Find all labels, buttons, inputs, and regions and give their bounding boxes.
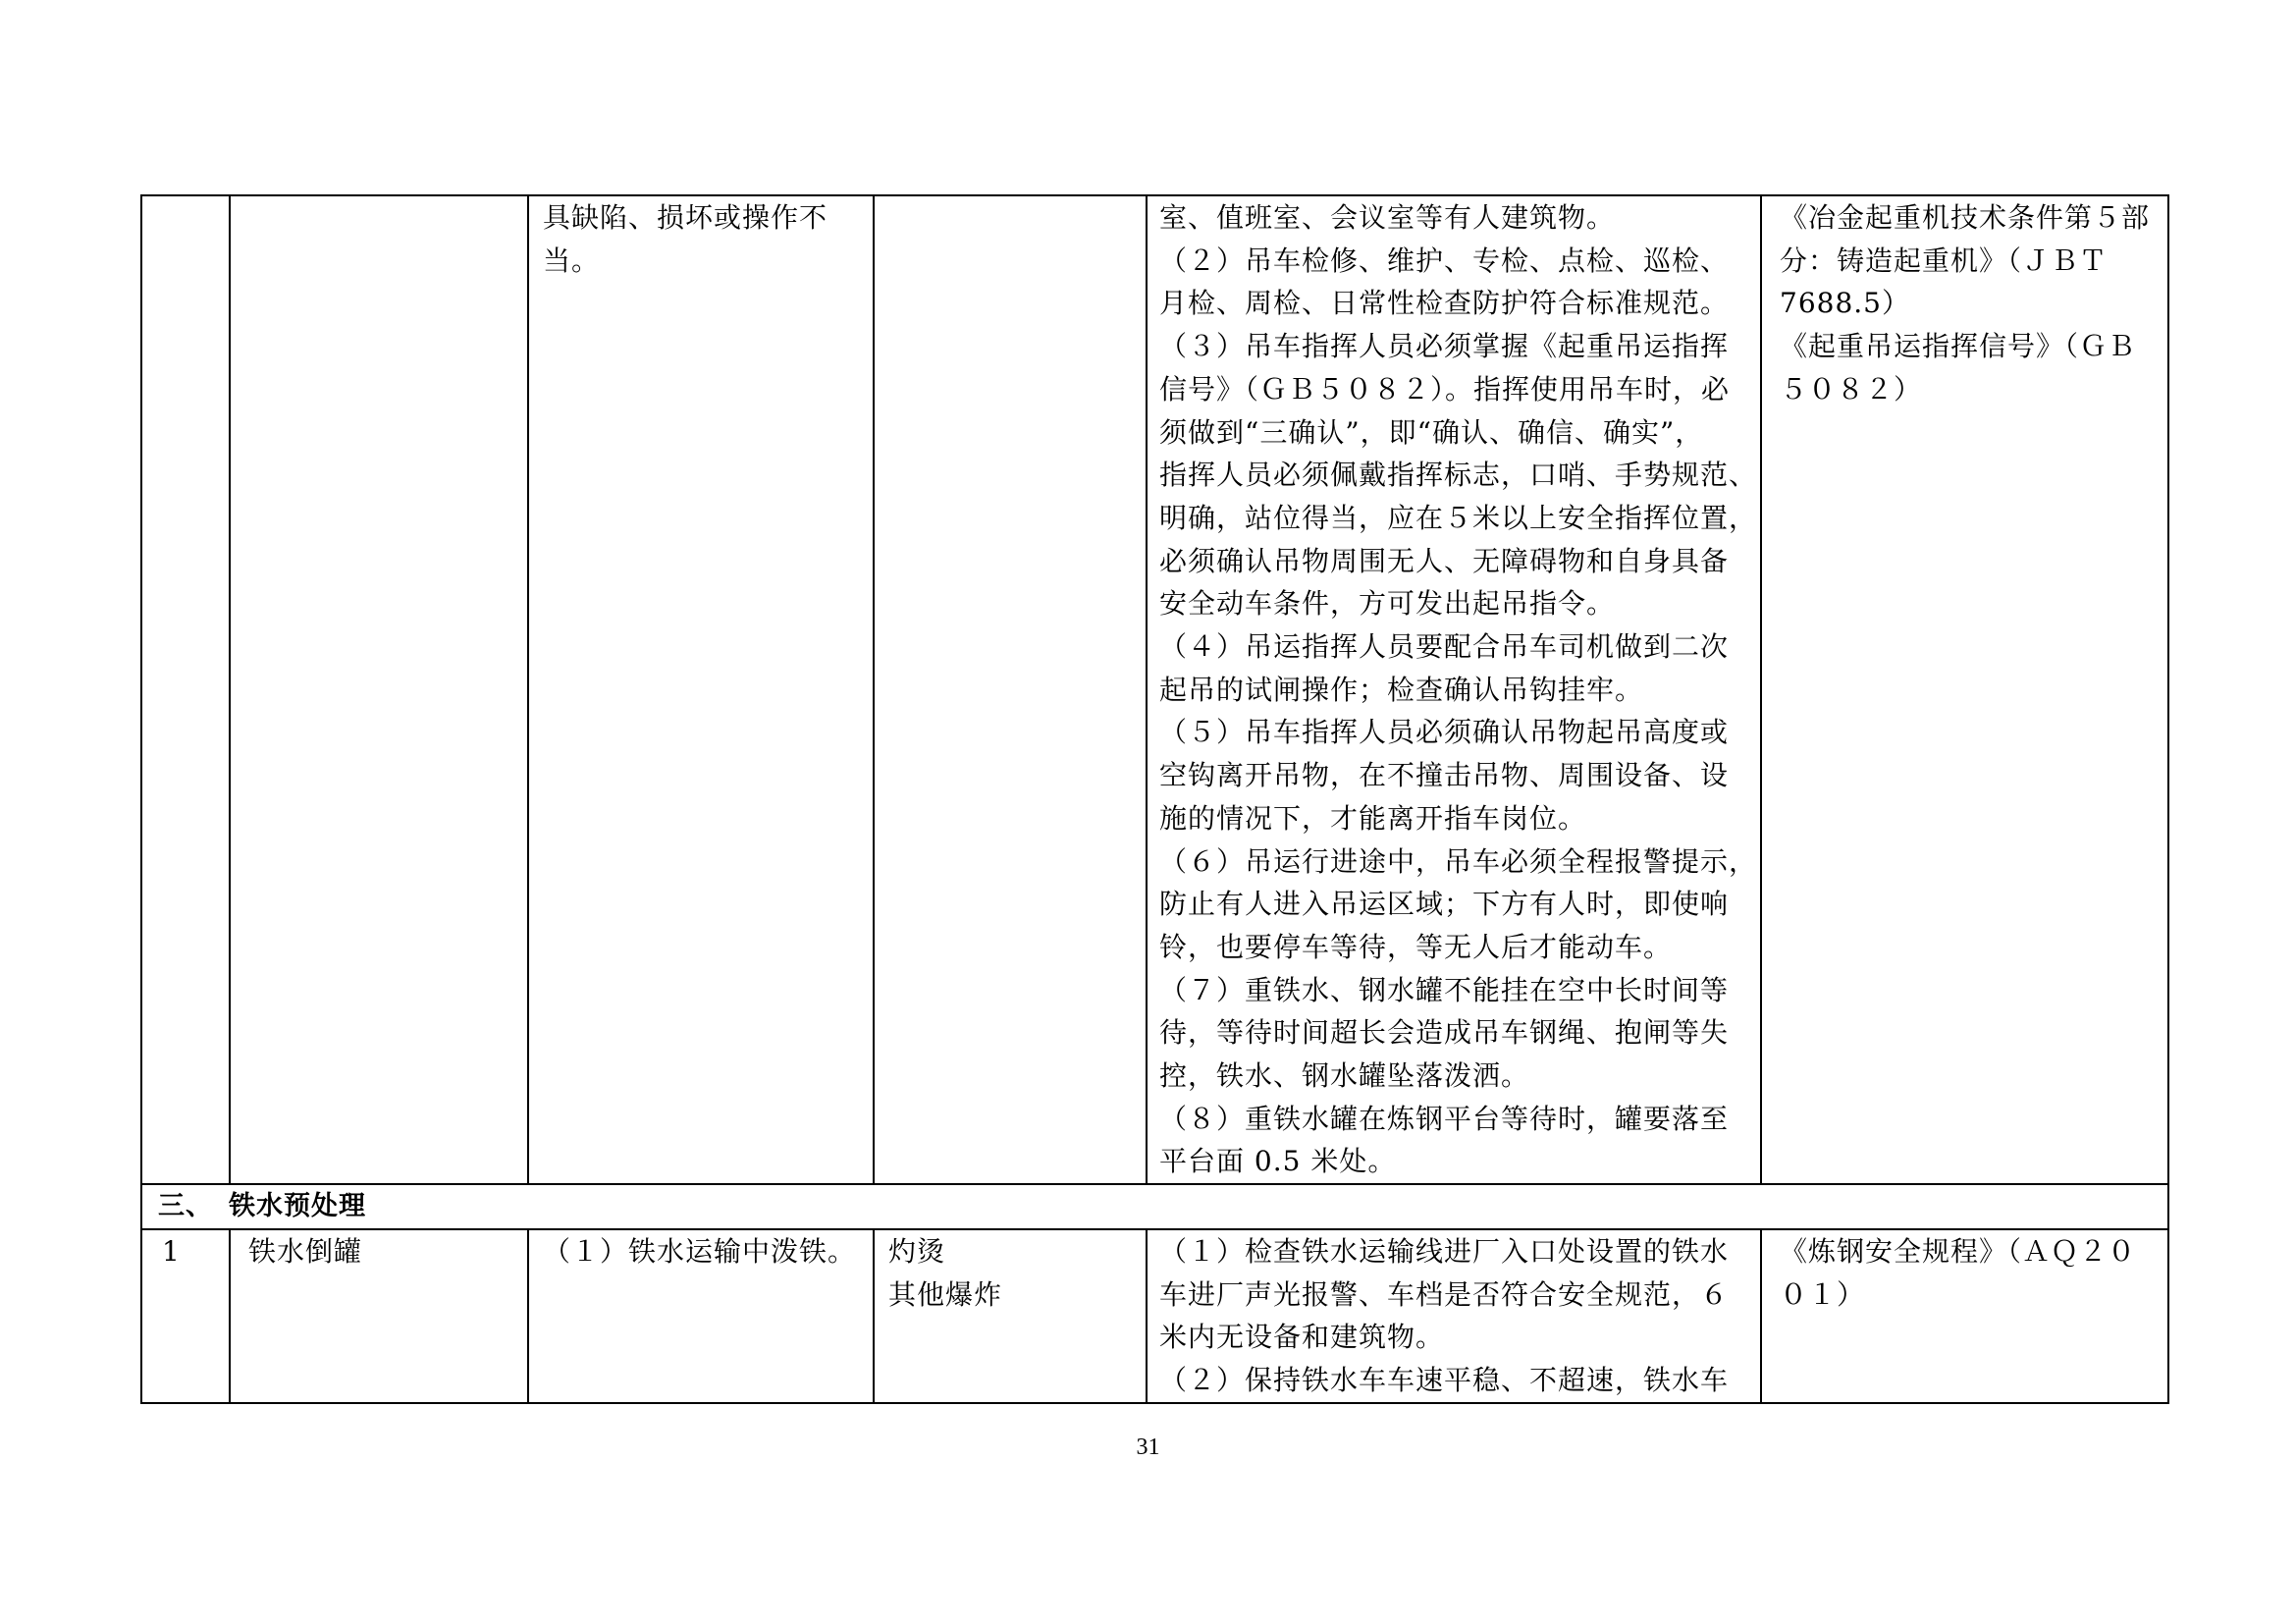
measure-text: 米内无设备和建筑物。 — [1159, 1321, 1445, 1354]
cause-text: 当。 — [543, 244, 601, 277]
measure-text: （５）吊车指挥人员必须确认吊物起吊高度或 — [1159, 716, 1730, 749]
cell-measures — [1147, 195, 1761, 1184]
page-number: 31 — [1136, 1435, 1160, 1460]
measure-text: 车进厂声光报警、车档是否符合安全规范，６ — [1159, 1277, 1730, 1311]
measure-text: 必须确认吊物周围无人、无障碍物和自身具备 — [1159, 544, 1730, 577]
cell-no — [141, 195, 230, 1184]
measure-text: 明确，站位得当，应在５米以上安全指挥位置， — [1159, 501, 1758, 534]
measure-text: 防止有人进入吊运区域；下方有人时，即使响 — [1159, 888, 1730, 921]
measure-text: 须做到“三确认”，即“确认、确信、确实”， — [1159, 415, 1704, 449]
measure-text: （６）吊运行进途中，吊车必须全程报警提示， — [1159, 844, 1758, 878]
standard-text: ５０８２） — [1780, 372, 1923, 406]
operation-name: 铁水倒罐 — [248, 1234, 363, 1268]
measure-text: 月检、周检、日常性检查防护符合标准规范。 — [1159, 287, 1730, 320]
cell-cause — [528, 1229, 874, 1403]
table-row — [141, 195, 2168, 1184]
measure-text: 安全动车条件，方可发出起吊指令。 — [1159, 587, 1616, 621]
measure-text: 待，等待时间超长会造成吊车钢绳、抱闸等失 — [1159, 1016, 1730, 1050]
cell-name — [230, 195, 528, 1184]
cause-text: （１）铁水运输中泼铁。 — [543, 1234, 857, 1268]
cell-accident-type — [874, 195, 1147, 1184]
table-row — [141, 1229, 2168, 1403]
standard-text: 《冶金起重机技术条件第５部 — [1780, 201, 2151, 234]
cell-measures — [1147, 1229, 1761, 1403]
measure-text: （２）保持铁水车车速平稳、不超速，铁水车 — [1159, 1363, 1730, 1396]
measure-text: 室、值班室、会议室等有人建筑物。 — [1159, 201, 1616, 234]
cell-accident-type — [874, 1229, 1147, 1403]
measure-text: （２）吊车检修、维护、专检、点检、巡检、 — [1159, 244, 1730, 277]
risk-table — [140, 194, 2169, 1404]
section-title: 铁水预处理 — [229, 1191, 366, 1222]
measure-text: 施的情况下，才能离开指车岗位。 — [1159, 801, 1587, 835]
measure-text: （４）吊运指挥人员要配合吊车司机做到二次 — [1159, 630, 1730, 664]
standard-text: 分：铸造起重机》（ＪＢＴ — [1780, 244, 2109, 277]
standard-text: ０１） — [1780, 1277, 1866, 1311]
measure-text: 空钩离开吊物，在不撞击吊物、周围设备、设 — [1159, 759, 1730, 792]
cell-cause — [528, 195, 874, 1184]
measure-text: 指挥人员必须佩戴指挥标志，口哨、手势规范、 — [1159, 459, 1758, 492]
accident-type-text: 其他爆炸 — [888, 1277, 1003, 1311]
measure-text: （１）检查铁水运输线进厂入口处设置的铁水 — [1159, 1234, 1730, 1268]
cell-no — [141, 1229, 230, 1403]
cell-name — [230, 1229, 528, 1403]
standard-text: 7688.5） — [1780, 287, 1910, 320]
measure-text: （３）吊车指挥人员必须掌握《起重吊运指挥 — [1159, 330, 1730, 363]
accident-type-text: 灼烫 — [888, 1234, 946, 1268]
measure-text: 平台面 0.5 米处。 — [1159, 1145, 1397, 1178]
cell-standards — [1761, 195, 2168, 1184]
section-number: 三、 — [158, 1191, 213, 1222]
measure-text: 起吊的试闸操作；检查确认吊钩挂牢。 — [1159, 673, 1644, 706]
cell-standards — [1761, 1229, 2168, 1403]
measure-text: （８）重铁水罐在炼钢平台等待时，罐要落至 — [1159, 1102, 1730, 1135]
section-header-row — [141, 1184, 2168, 1229]
standard-text: 《起重吊运指挥信号》（ＧＢ — [1780, 330, 2137, 363]
measure-text: 铃，也要停车等待，等无人后才能动车。 — [1159, 930, 1673, 963]
section-heading — [141, 1184, 2168, 1229]
measure-text: 信号》（ＧＢ５０８２）。指挥使用吊车时，必 — [1159, 372, 1731, 406]
standard-text: 《炼钢安全规程》（ＡＱ２０ — [1780, 1234, 2137, 1268]
cause-text: 具缺陷、损坏或操作不 — [543, 201, 828, 234]
measure-text: （７）重铁水、钢水罐不能挂在空中长时间等 — [1159, 973, 1730, 1006]
measure-text: 控，铁水、钢水罐坠落泼洒。 — [1159, 1059, 1530, 1093]
row-number: 1 — [162, 1234, 181, 1268]
